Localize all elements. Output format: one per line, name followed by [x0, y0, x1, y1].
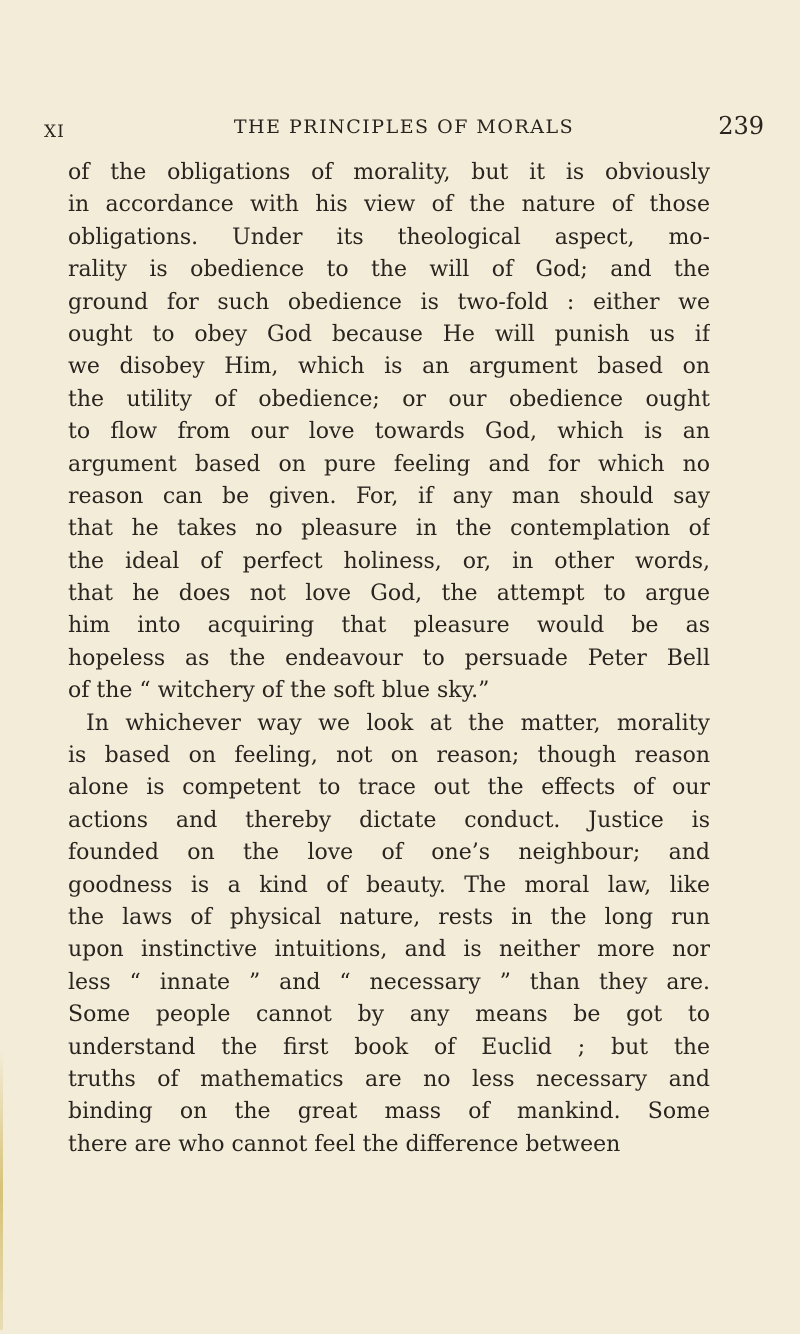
text-line: reason can be given. For, if any man should say	[68, 483, 710, 509]
text-line: argument based on pure feeling and for which no	[68, 451, 710, 477]
chapter-number: XI	[44, 122, 65, 142]
text-line: obligations. Under its theological aspect, mo-	[68, 224, 710, 250]
text-line: the laws of physical nature, rests in the long run	[68, 904, 710, 930]
text-line: the utility of obedience; or our obedience ought	[68, 386, 710, 412]
page-edge-stain	[0, 1050, 3, 1330]
text-line: understand the first book of Euclid ; but the	[68, 1034, 710, 1060]
running-title: THE PRINCIPLES OF MORALS	[233, 116, 575, 138]
text-line: upon instinctive intuitions, and is neither more nor	[68, 937, 710, 963]
text-line: to flow from our love towards God, which is an	[68, 419, 710, 445]
text-line: In whichever way we look at the matter, morality	[86, 710, 710, 736]
text-line: hopeless as the endeavour to persuade Peter Bell	[68, 645, 710, 671]
page-number: 239	[718, 112, 764, 140]
text-line: less “ innate ” and “ necessary ” than they are.	[68, 969, 710, 995]
text-line: binding on the great mass of mankind. Some	[68, 1099, 710, 1125]
text-line: that he takes no pleasure in the contemplation of	[68, 516, 710, 542]
text-line: actions and thereby dictate conduct. Justice is	[68, 807, 710, 833]
text-line: him into acquiring that pleasure would be as	[68, 613, 710, 639]
text-line: truths of mathematics are no less necessary and	[68, 1066, 710, 1092]
text-line: goodness is a kind of beauty. The moral law, like	[68, 872, 710, 898]
text-line: in accordance with his view of the nature of those	[68, 192, 710, 218]
text-line: of the “ witchery of the soft blue sky.”	[68, 678, 490, 704]
text-line: founded on the love of one’s neighbour; and	[68, 840, 710, 866]
text-line: of the obligations of morality, but it is obviously	[68, 160, 710, 185]
page-header	[44, 112, 764, 146]
text-line: the ideal of perfect holiness, or, in other words,	[68, 548, 710, 574]
text-line: that he does not love God, the attempt to argue	[68, 581, 710, 607]
text-line: there are who cannot feel the difference between	[68, 1131, 621, 1157]
text-line: alone is competent to trace out the effects of our	[68, 775, 710, 801]
text-line: ground for such obedience is two-fold : either we	[68, 289, 710, 315]
text-line: we disobey Him, which is an argument based on	[68, 354, 710, 380]
text-line: is based on feeling, not on reason; though reason	[68, 743, 710, 769]
body-text	[68, 157, 710, 1161]
text-line: ought to obey God because He will punish us if	[68, 321, 710, 347]
text-line: Some people cannot by any means be got to	[68, 1002, 710, 1028]
text-line: rality is obedience to the will of God; and the	[68, 257, 710, 283]
